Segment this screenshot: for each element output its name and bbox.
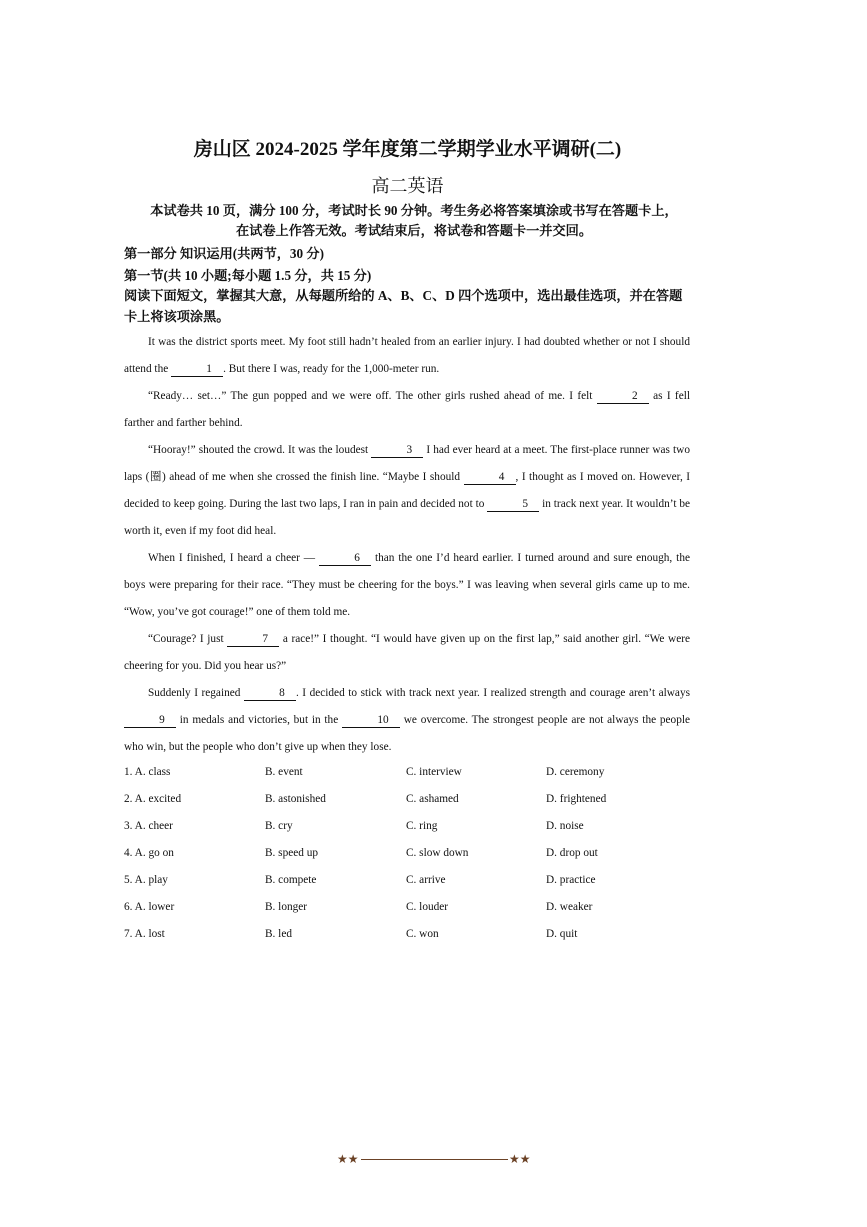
star-icon: ★★ (337, 1152, 359, 1166)
blank-10: 10 (342, 713, 400, 728)
page-footer-ornament (337, 1150, 533, 1168)
blank-1: 1 (171, 362, 223, 377)
blank-8: 8 (244, 686, 296, 701)
option-b: B. event (265, 766, 303, 778)
option-d: D. drop out (546, 847, 598, 859)
exam-subject: 高二英语 (371, 176, 444, 196)
option-d: D. practice (546, 874, 596, 886)
option-d: D. quit (546, 928, 578, 940)
blank-3: 3 (371, 443, 423, 458)
option-b: B. led (265, 928, 292, 940)
passage-paragraph: “Courage? I just 7 a race!” I thought. “I would have given up on the first lap,” said another girl. “We were cheering for you. Did you hear us?” (124, 633, 690, 672)
option-row (124, 815, 704, 842)
option-d: D. weaker (546, 901, 593, 913)
option-row (124, 842, 704, 869)
notice-line-1: 本试卷共 10 页，满分 100 分，考试时长 90 分钟。考生务必将答案填涂或书写在答题卡上， (150, 203, 678, 218)
option-c: C. slow down (406, 847, 469, 859)
cloze-passage (124, 329, 690, 761)
option-c: C. ring (406, 820, 438, 832)
option-a: 3. A. cheer (124, 820, 173, 832)
exam-title: 房山区 2024-2025 学年度第二学期学业水平调研(二) (193, 139, 622, 160)
blank-2: 2 (597, 389, 649, 404)
part1-heading: 第一部分 知识运用(共两节，30 分) (124, 246, 325, 261)
option-a: 5. A. play (124, 874, 168, 886)
blank-5: 5 (487, 497, 539, 512)
option-b: B. compete (265, 874, 317, 886)
option-b: B. astonished (265, 793, 326, 805)
option-row (124, 869, 704, 896)
option-row (124, 896, 704, 923)
option-a: 2. A. excited (124, 793, 182, 805)
option-a: 6. A. lower (124, 901, 175, 913)
option-a: 1. A. class (124, 766, 171, 778)
section1-heading: 第一节(共 10 小题;每小题 1.5 分，共 15 分) (124, 268, 372, 283)
exam-notice (124, 201, 704, 241)
passage-paragraph: When I finished, I heard a cheer — 6 than the one I’d heard earlier. I turned around and sure enough, the boys were preparing for their race. “They must be cheering for the boys.” I was leaving when several girls came up to me. “Wow, you’ve got courage!” one of them told me. (124, 552, 690, 618)
section1-instruction: 阅读下面短文，掌握其大意，从每题所给的 A、B、C、D 四个选项中，选出最佳选项，并在答题卡上将该项涂黑。 (124, 288, 683, 324)
option-row (124, 788, 704, 815)
option-c: C. ashamed (406, 793, 459, 805)
passage-paragraph: “Hooray!” shouted the crowd. It was the loudest 3 I had ever heard at a meet. The first-place runner was two laps (圈) ahead of me when she crossed the finish line. “Maybe I should 4 , I thought as I moved on. However, I decided to keep going. During the last two laps, I ran in pain and decided not to 5 in track next year. It wouldn’t be worth it, even if my foot did heal. (124, 444, 691, 537)
blank-9: 9 (124, 713, 176, 728)
option-c: C. louder (406, 901, 449, 913)
blank-4: 4 (464, 470, 516, 485)
option-c: C. interview (406, 766, 462, 778)
option-d: D. frightened (546, 793, 607, 805)
option-d: D. noise (546, 820, 584, 832)
passage-paragraph: It was the district sports meet. My foot still hadn’t healed from an earlier injury. I had doubted whether or not I should attend the 1 . But there I was, ready for the 1,000-meter run. (124, 336, 690, 375)
notice-line-2: 在试卷上作答无效。考试结束后，将试卷和答题卡一并交回。 (235, 223, 593, 238)
answer-options (124, 761, 704, 950)
option-c: C. won (406, 928, 439, 940)
option-d: D. ceremony (546, 766, 605, 778)
option-row (124, 923, 704, 950)
star-icon: ★★ (509, 1152, 531, 1166)
footer-rule (361, 1159, 508, 1160)
option-b: B. speed up (265, 847, 319, 859)
option-b: B. longer (265, 901, 308, 913)
blank-7: 7 (227, 632, 279, 647)
option-a: 4. A. go on (124, 847, 174, 859)
option-b: B. cry (265, 820, 293, 832)
option-row (124, 761, 704, 788)
passage-paragraph: “Ready… set…” The gun popped and we were off. The other girls rushed ahead of me. I felt 2 as I fell farther and farther behind. (124, 390, 690, 429)
passage-paragraph: Suddenly I regained 8 . I decided to stick with track next year. I realized strength and courage aren’t always 9 in medals and victories, but in the 10 we overcome. The strongest people are not always the people who win, but the people who don’t give up when they lose. (124, 687, 690, 753)
blank-6: 6 (319, 551, 371, 566)
option-c: C. arrive (406, 874, 446, 886)
option-a: 7. A. lost (124, 928, 165, 940)
